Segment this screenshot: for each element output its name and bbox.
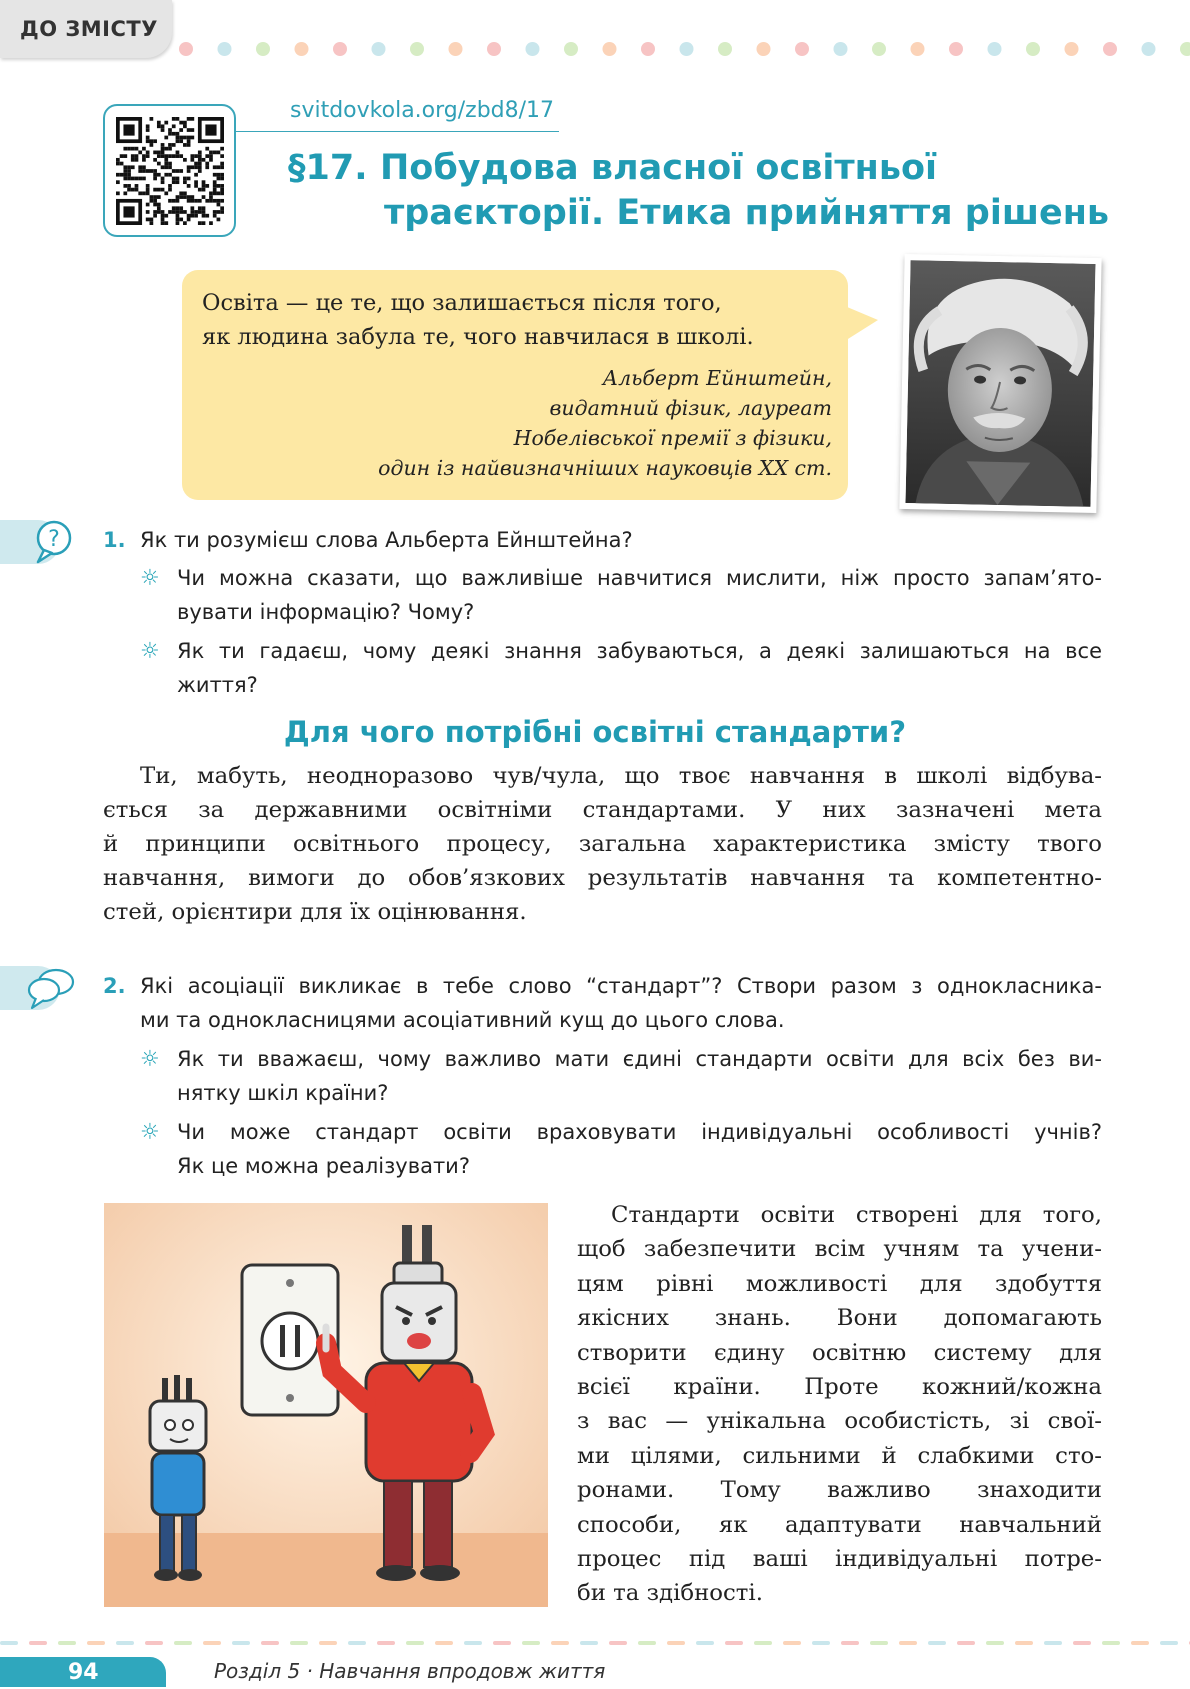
footer-dash (551, 1641, 569, 1645)
footer-dash (1102, 1641, 1120, 1645)
question-2-sub-1-line-1: Як ти вважаєш, чому важливо мати єдині стандарти освіти для всіх без ви- (177, 1047, 1102, 1071)
footer-dash (696, 1641, 714, 1645)
footer-dash (667, 1641, 685, 1645)
side-paragraph-line: процес під ваші індивідуальні потре- (577, 1546, 1102, 1572)
side-paragraph-line: цям рівні можливості для здобуття (577, 1270, 1102, 1297)
footer-dash (174, 1641, 192, 1645)
decorative-dot (680, 42, 694, 56)
paragraph-number: §17. (288, 148, 368, 188)
decorative-dot (757, 42, 771, 56)
decorative-dot (795, 42, 809, 56)
side-paragraph-line: щоб забезпечити всім учням та учени- (577, 1236, 1102, 1263)
section-heading: Для чого потрібні освітні стандарти? (283, 715, 907, 749)
footer-dash (725, 1641, 743, 1645)
decorative-dot (834, 42, 848, 56)
sun-bullet-icon: ☼ (140, 1120, 160, 1145)
decorative-dot (295, 42, 309, 56)
svg-text:?: ? (48, 527, 60, 552)
toc-link[interactable]: ДО ЗМІСТУ (0, 0, 172, 58)
footer-dash (957, 1641, 975, 1645)
decorative-dot (372, 42, 386, 56)
decorative-dot (872, 42, 886, 56)
side-paragraph-line: якісних знань. Вони допомагають (577, 1305, 1102, 1332)
question-1-sub-2-line-2: життя? (177, 673, 258, 697)
quote-author-desc-2: Нобелівської премії з фізики, (513, 426, 832, 450)
decorative-dot (487, 42, 501, 56)
footer-dash (841, 1641, 859, 1645)
footer-dash (319, 1641, 337, 1645)
footer-dash (1073, 1641, 1091, 1645)
decorative-dot (564, 42, 578, 56)
question-2-number: 2. (103, 974, 126, 998)
decorative-dot (218, 42, 232, 56)
footer-dash (58, 1641, 76, 1645)
sun-bullet-icon: ☼ (140, 639, 160, 664)
paragraph-line: ється за державними освітніми стандартами. У них зазначені мета (103, 797, 1102, 823)
footer-dash (609, 1641, 627, 1645)
footer-dash (377, 1641, 395, 1645)
einstein-photo (899, 254, 1101, 513)
plug-and-socket-illustration (104, 1203, 548, 1607)
sun-bullet-icon: ☼ (140, 566, 160, 591)
decorative-dot (988, 42, 1002, 56)
footer-dash (290, 1641, 308, 1645)
footer-dash (116, 1641, 134, 1645)
footer-dash (1131, 1641, 1149, 1645)
chat-bubbles-icon (26, 966, 76, 1010)
decorative-dot (1103, 42, 1117, 56)
footer-dash (986, 1641, 1004, 1645)
footer-dash (899, 1641, 917, 1645)
page-title-line1: Побудова власної освітньої (380, 148, 937, 188)
side-paragraph-line: створити єдину освітню систему для (577, 1339, 1102, 1366)
footer-dash (145, 1641, 163, 1645)
decorative-dot (1180, 42, 1190, 56)
footer-dash (638, 1641, 656, 1645)
paragraph-line: й принципи освітнього процесу, загальна характеристика змісту твого (103, 831, 1102, 857)
question-2-text-line-1: Які асоціації викликає в тебе слово “стандарт”? Створи разом з однокласника- (140, 974, 1102, 998)
footer-dash (261, 1641, 279, 1645)
qr-code-icon (116, 117, 224, 225)
portrait-image (905, 260, 1095, 507)
decorative-dot (410, 42, 424, 56)
side-paragraph-line: способи, як адаптувати навчальний (577, 1511, 1102, 1538)
decorative-dot (1026, 42, 1040, 56)
question-2-sub-2-line-1: Чи може стандарт освіти враховувати індивідуальні особливості учнів? (177, 1120, 1102, 1144)
paragraph-line: навчання, вимоги до обов’язкових результатів навчання та компетентно- (103, 865, 1102, 891)
decorative-dot (911, 42, 925, 56)
decorative-dots (178, 41, 1190, 57)
footer-dash (0, 1641, 18, 1645)
footer-dash (493, 1641, 511, 1645)
side-paragraph-line: з вас — унікальна особистість, зі свої- (577, 1408, 1102, 1435)
quote-line-2: як людина забула те, чого навчилася в школі. (202, 324, 754, 350)
footer-dash (435, 1641, 453, 1645)
quote-author-desc-3: один із найвизначніших науковців XX ст. (378, 456, 832, 480)
footer-divider (0, 1640, 1190, 1646)
footer-dash (203, 1641, 221, 1645)
side-paragraph-line: ронами. Тому важливо знаходити (577, 1477, 1102, 1504)
decorative-dot (949, 42, 963, 56)
decorative-dot (449, 42, 463, 56)
side-paragraph-line: всієї країни. Проте кожний/кожна (577, 1374, 1102, 1400)
paragraph-line: Ти, мабуть, неодноразово чув/чула, що твоє навчання в школі відбува- (140, 763, 1102, 789)
decorative-dot (1065, 42, 1079, 56)
decorative-dot (526, 42, 540, 56)
footer-dash (348, 1641, 366, 1645)
question-1-text: Як ти розумієш слова Альберта Ейнштейна? (140, 528, 633, 552)
paragraph-line: стей, орієнтири для їх оцінювання. (103, 899, 527, 925)
quote-author-desc-1: видатний фізик, лауреат (549, 396, 832, 420)
footer-dash (1015, 1641, 1033, 1645)
footer-dash (232, 1641, 250, 1645)
footer-dash (580, 1641, 598, 1645)
side-paragraph-line: би та здібності. (577, 1580, 763, 1607)
qr-code-box[interactable] (103, 104, 236, 237)
question-2-sub-2-line-2: Як це можна реалізувати? (177, 1154, 470, 1178)
footer-dash (406, 1641, 424, 1645)
footer-dash (522, 1641, 540, 1645)
url-underline (236, 131, 559, 132)
decorative-dot (641, 42, 655, 56)
chapter-title: Розділ 5 · Навчання впродовж життя (214, 1659, 606, 1683)
footer-dash (87, 1641, 105, 1645)
side-paragraph-line: Стандарти освіти створені для того, (611, 1202, 1102, 1228)
footer-dash (1160, 1641, 1178, 1645)
decorative-dot (256, 42, 270, 56)
footer-dash (870, 1641, 888, 1645)
decorative-dot (179, 42, 193, 56)
decorative-dot (603, 42, 617, 56)
footer-dash (1044, 1641, 1062, 1645)
page-title-line2: траєкторії. Етика прийняття рішень (384, 193, 1110, 233)
decorative-dot (718, 42, 732, 56)
quote-line-1: Освіта — це те, що залишається після того, (202, 290, 722, 316)
decorative-dot (333, 42, 347, 56)
footer-dash (464, 1641, 482, 1645)
question-1-sub-1-line-2: вувати інформацію? Чому? (177, 600, 475, 624)
lesson-url[interactable]: svitdovkola.org/zbd8/17 (290, 98, 555, 123)
question-2-text-line-2: ми та однокласницями асоціативний кущ до цього слова. (140, 1008, 785, 1032)
question-1-sub-1-line-1: Чи можна сказати, що важливіше навчитися мислити, ніж просто запам’ято- (177, 566, 1102, 590)
question-2-sub-1-line-2: нятку шкіл країни? (177, 1081, 389, 1105)
decorative-dot (1142, 42, 1156, 56)
quote-pointer (840, 296, 880, 352)
footer-dash (783, 1641, 801, 1645)
footer-dash (928, 1641, 946, 1645)
sun-bullet-icon: ☼ (140, 1047, 160, 1072)
page-number: 94 (0, 1657, 166, 1687)
question-1-number: 1. (103, 528, 126, 552)
footer-dash (812, 1641, 830, 1645)
question-bubble-icon (34, 518, 74, 566)
question-1-sub-2-line-1: Як ти гадаєш, чому деякі знання забуваються, а деякі залишаються на все (177, 639, 1102, 663)
footer-dash (754, 1641, 772, 1645)
footer-dash (29, 1641, 47, 1645)
side-paragraph-line: ми цілями, сильними й слабкими сто- (577, 1442, 1102, 1469)
quote-author: Альберт Ейнштейн, (602, 366, 832, 390)
